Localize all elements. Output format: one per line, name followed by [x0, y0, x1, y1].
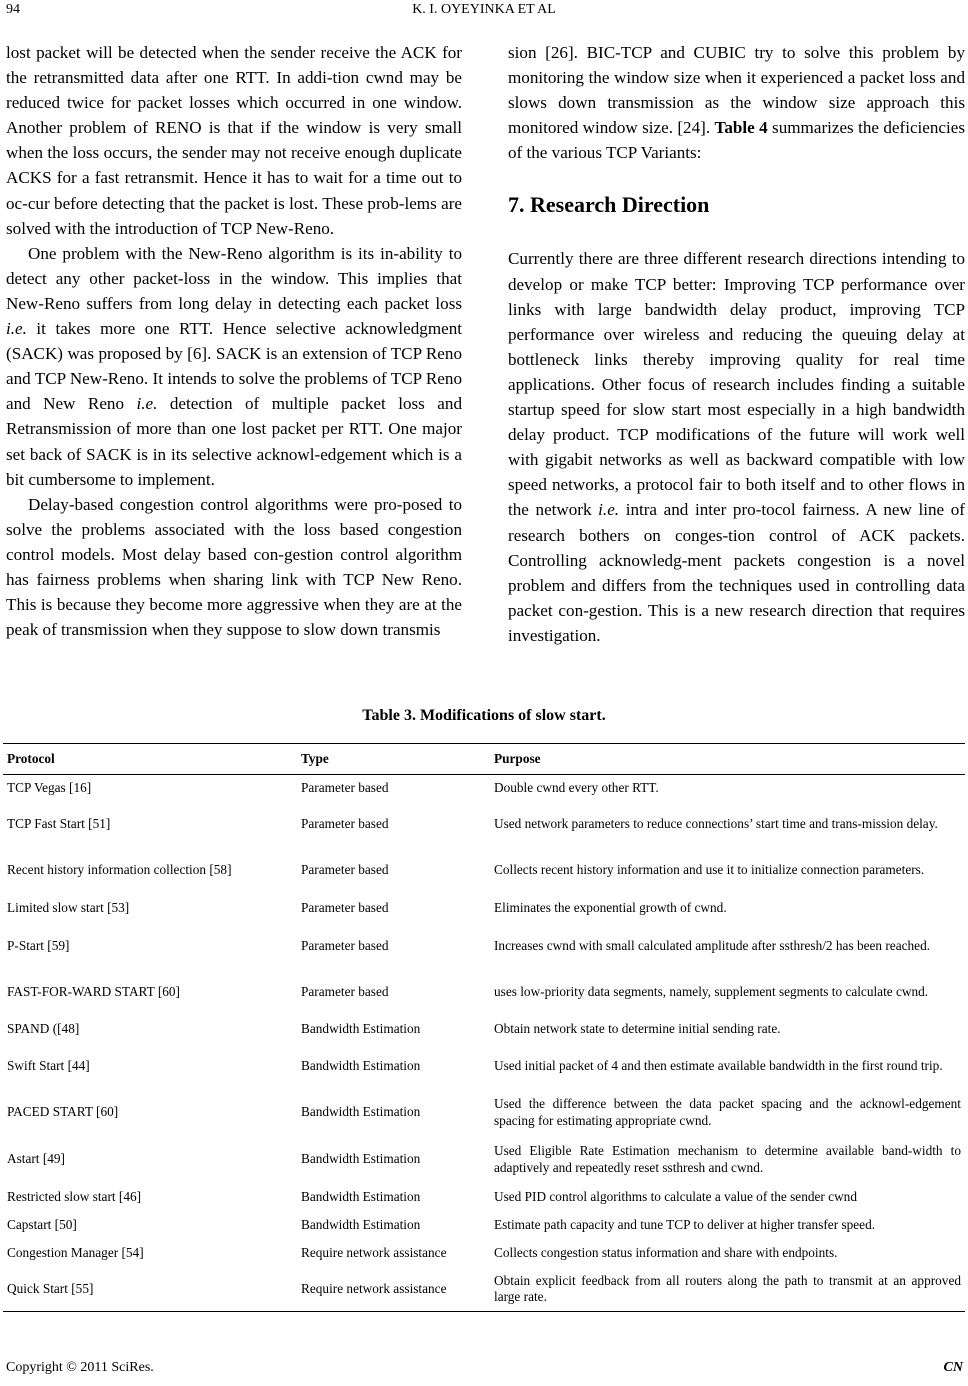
cell-protocol: PACED START [60] — [7, 1104, 119, 1120]
table-row — [3, 1212, 965, 1240]
text-run: Currently there are three different research directions intending to develop or make TCP better: Improving TCP performance over links with large bandwidth delay product, improving TCP performance over wireless and reducing the queuing delay at bottleneck links thereby improving quality for real time applications. Other focus of research includes finding a suitable startup speed for slow start most especially in a high bandwidth delay product. TCP modifications of the future will work well with gigabit networks as well as backward compatible with low speed networks, a protocol fair to both itself and to other flows in the network — [508, 249, 965, 520]
text-run: it takes more one RTT. Hence selective acknowledgment (SACK) was proposed by [6]. SACK is an extension of TCP Reno and TCP New-Reno. It intends to solve the problems of TCP Reno and New Reno — [6, 319, 462, 414]
cell-type: Bandwidth Estimation — [301, 1151, 421, 1167]
text-run: sion [26]. BIC-TCP and CUBIC try to solve this problem by monitoring the window size when it experienced a packet loss and slows down transmission as the window size approach this monitored window size. [24]. — [508, 43, 965, 138]
table-row — [3, 775, 965, 802]
right-paragraph-1 — [508, 40, 965, 165]
cell-purpose: Eliminates the exponential growth of cwnd. — [494, 900, 727, 916]
italic-term: i.e. — [136, 394, 158, 414]
italic-term: i.e. — [598, 500, 620, 520]
page-number: 94 — [6, 2, 20, 17]
right-column — [508, 40, 965, 648]
cell-protocol: SPAND ([48] — [7, 1021, 80, 1037]
cell-type: Bandwidth Estimation — [301, 1021, 421, 1037]
cell-purpose: Estimate path capacity and tune TCP to deliver at higher transfer speed. — [494, 1217, 876, 1233]
cell-purpose: Used initial packet of 4 and then estimate available bandwidth in the first round trip. — [494, 1058, 943, 1074]
cell-type: Require network assistance — [301, 1281, 447, 1296]
cell-purpose: Obtain network state to determine initial sending rate. — [494, 1021, 781, 1037]
section-heading: 7. Research Direction — [508, 192, 710, 218]
table-row — [3, 894, 965, 924]
cell-protocol: Swift Start [44] — [7, 1058, 90, 1074]
table-row — [3, 924, 965, 970]
text-run: One problem with the New-Reno algorithm is its in-ability to detect any other packet-loss in the window. This implies that New-Reno suffers from long delay in detecting each packet loss — [6, 243, 462, 313]
text-run: summarizes the deficiencies of the various TCP Variants: — [508, 118, 965, 163]
column-header-type: Type — [301, 750, 329, 766]
running-head: K. I. OYEYINKA ET AL — [412, 2, 556, 17]
cell-purpose: Obtain explicit feedback from all routers along the path to transmit at an approved large rate. — [494, 1272, 961, 1305]
column-header-purpose: Purpose — [494, 750, 541, 766]
table-row — [3, 970, 965, 1016]
cell-type: Require network assistance — [301, 1245, 447, 1261]
table-row — [3, 1184, 965, 1212]
table-row — [3, 1044, 965, 1090]
cell-purpose: Collects congestion status information and share with endpoints. — [494, 1245, 838, 1261]
cell-protocol: FAST-FOR-WARD START [60] — [7, 984, 180, 1000]
italic-term: i.e. — [6, 319, 27, 339]
cell-purpose: Increases cwnd with small calculated amplitude after ssthresh/2 has been reached. — [494, 938, 931, 954]
table-row — [3, 1240, 965, 1268]
table-caption: Table 3. Modifications of slow start. — [362, 707, 606, 724]
text-run: intra and inter pro-tocol fairness. A new line of research bothers on conges-tion control of ACK packets. Controlling acknowledg-ment packets congestion is a novel problem and differs from the techniques used in controlling data packet con-gestion. This is a new research direction that requires investigation. — [508, 500, 965, 645]
cell-protocol: Recent history information collection [58] — [7, 862, 232, 878]
cell-protocol: Quick Start [55] — [7, 1281, 94, 1296]
cell-purpose: Used PID control algorithms to calculate a value of the sender cwnd — [494, 1189, 857, 1205]
cell-type: Parameter based — [301, 938, 389, 954]
cell-type: Parameter based — [301, 900, 389, 916]
cell-type: Bandwidth Estimation — [301, 1217, 421, 1233]
table-row — [3, 802, 965, 848]
cell-type: Bandwidth Estimation — [301, 1058, 421, 1074]
cell-type: Parameter based — [301, 780, 389, 795]
table-row — [3, 848, 965, 894]
slow-start-table — [3, 743, 965, 1312]
table-body — [3, 775, 965, 1312]
cell-purpose: Double cwnd every other RTT. — [494, 780, 659, 795]
cell-protocol: TCP Vegas [16] — [7, 780, 92, 795]
table-row — [3, 1090, 965, 1136]
right-paragraph-2 — [508, 246, 965, 648]
text-run: detection of multiple packet loss and Retransmission of more than one lost packet per RTT. One major set back of SACK is in its selective acknowl-edgement which is a bit cumbersome to implement. — [6, 394, 462, 489]
cell-protocol: P-Start [59] — [7, 938, 70, 954]
cell-protocol: Capstart [50] — [7, 1217, 77, 1233]
column-header-protocol: Protocol — [7, 750, 55, 766]
cell-protocol: Congestion Manager [54] — [7, 1245, 144, 1261]
cell-type: Bandwidth Estimation — [301, 1189, 421, 1205]
cell-protocol: Limited slow start [53] — [7, 900, 130, 916]
cell-purpose: Used network parameters to reduce connections’ start time and trans-mission delay. — [494, 816, 938, 832]
cell-protocol: Restricted slow start [46] — [7, 1189, 142, 1205]
table-row — [3, 1268, 965, 1312]
table-row — [3, 1136, 965, 1184]
cell-purpose: Used the difference between the data packet spacing and the acknowl-edgement spacing for estimating appropriate cwnd. — [494, 1096, 961, 1128]
left-paragraph-3: Delay-based congestion control algorithms were pro-posed to solve the problems associated with the loss based congestion control models. Most delay based con-gestion control algorithm has fairness problems when sharing link with TCP New Reno. This is because they become more aggressive when they are at the peak of transmission when they suppose to slow down transmis — [6, 494, 462, 640]
left-column — [6, 40, 462, 642]
journal-abbreviation: CN — [943, 1360, 963, 1375]
cell-purpose: Collects recent history information and use it to initialize connection parameters. — [494, 862, 925, 878]
left-paragraph-1: lost packet will be detected when the sender receive the ACK for the retransmitted data after one RTT. In addi-tion cwnd may be reduced twice for packet losses which occurred in one window. Another problem of RENO is that if the window is very small when the loss occurs, the sender may not receive enough duplicate ACKS for a fast retransmit. Hence it has to wait for a time out to oc-cur before detecting that the packet is lost. These prob-lems are solved with the introduction of TCP New-Reno. — [6, 43, 462, 238]
cell-protocol: Astart [49] — [7, 1151, 65, 1167]
cell-type: Parameter based — [301, 816, 389, 832]
table-header-row — [3, 744, 965, 775]
cell-protocol: TCP Fast Start [51] — [7, 816, 111, 832]
cell-purpose: uses low-priority data segments, namely, supplement segments to calculate cwnd. — [494, 984, 929, 1000]
cell-type: Parameter based — [301, 984, 389, 1000]
table-reference: Table 4 — [714, 118, 768, 138]
table-row — [3, 1016, 965, 1044]
cell-type: Parameter based — [301, 862, 389, 878]
copyright-notice: Copyright © 2011 SciRes. — [6, 1360, 154, 1375]
cell-type: Bandwidth Estimation — [301, 1104, 421, 1120]
left-paragraph-2 — [6, 241, 462, 492]
cell-purpose: Used Eligible Rate Estimation mechanism to determine available band-width to adaptively and repeatedly reset ssthresh and cwnd. — [494, 1143, 961, 1175]
